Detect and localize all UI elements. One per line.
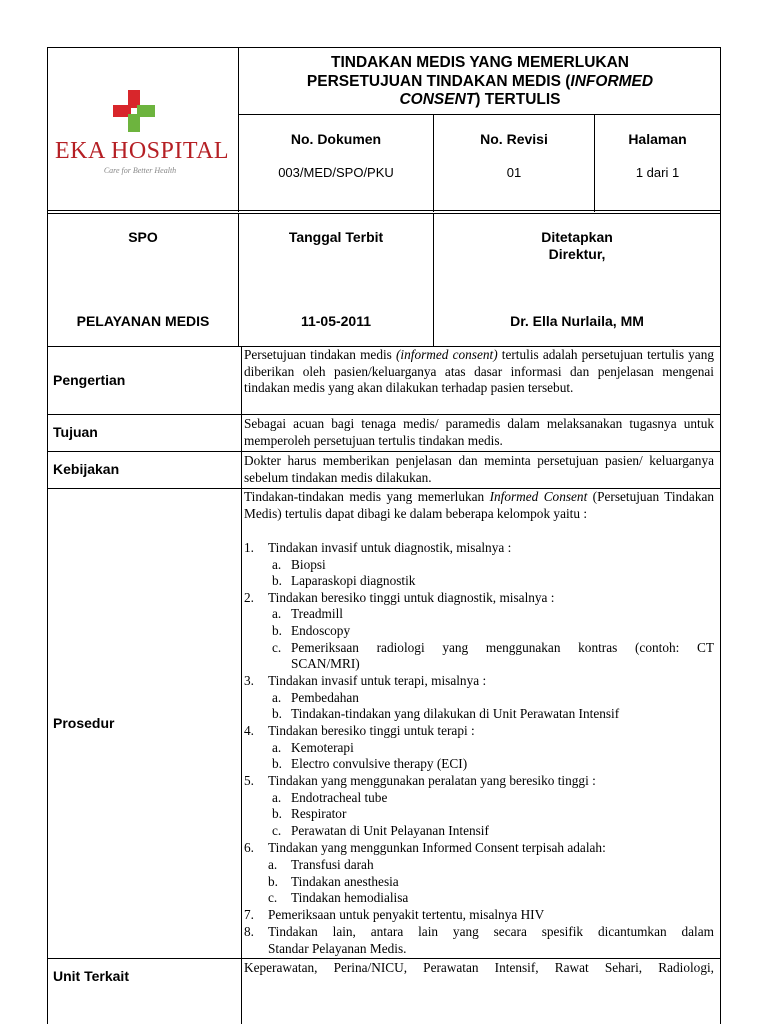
- pengertian-label: Pengertian: [53, 372, 126, 388]
- item-number: 2.: [244, 590, 254, 605]
- sub-marker: b.: [272, 756, 282, 771]
- sub-marker: b.: [272, 623, 282, 638]
- sub-text: Perawatan di Unit Pelayanan Intensif: [291, 823, 489, 838]
- section-line-tujuan: [47, 451, 721, 452]
- sub-text: Transfusi darah: [291, 857, 374, 872]
- prosedur-label: Prosedur: [53, 715, 115, 731]
- item-text: Tindakan invasif untuk diagnostik, misalnya :: [268, 540, 512, 555]
- item-text: Tindakan beresiko tinggi untuk terapi :: [268, 723, 475, 738]
- tujuan-label: Tujuan: [53, 424, 98, 440]
- item-text: Tindakan beresiko tinggi untuk diagnostik, misalnya :: [268, 590, 555, 605]
- prosedur-intro-b: (Persetujuan Tindakan Medis) tertulis dapat dibagi ke dalam beberapa kelompok yaitu :: [244, 489, 715, 521]
- table-border-top: [47, 47, 721, 48]
- title-line-2-italic: INFORMED: [570, 72, 654, 90]
- pengertian-text-a: Persetujuan tindakan medis: [244, 347, 396, 362]
- prosedur-intro-italic: Informed Consent: [489, 489, 588, 504]
- title-line-2: [240, 73, 720, 92]
- table-border-right: [720, 47, 721, 1024]
- pengertian-text-italic: (informed consent): [396, 347, 498, 362]
- header-bottom-line-1: [47, 210, 721, 211]
- sub-text: Biopsi: [291, 557, 326, 572]
- title-line-3-text: ) TERTULIS: [475, 91, 561, 108]
- kebijakan-label: Kebijakan: [53, 461, 120, 477]
- section-line-prosedur: [47, 958, 721, 959]
- doc-no-label: No. Dokumen: [290, 131, 382, 147]
- sub-text: Treadmill: [291, 606, 343, 621]
- medical-cross-icon: [113, 90, 155, 132]
- item-number: 4.: [244, 723, 254, 738]
- sub-marker: b.: [272, 706, 282, 721]
- sub-text-cont: SCAN/MRI): [291, 656, 360, 671]
- sub-marker: a.: [272, 557, 282, 572]
- title-line-1: TINDAKAN MEDIS YANG MEMERLUKAN: [331, 54, 629, 71]
- unit-terkait-label: Unit Terkait: [53, 968, 129, 984]
- hospital-logo: [55, 80, 230, 180]
- item-number: 1.: [244, 540, 254, 555]
- sub-text: Tindakan hemodialisa: [291, 890, 409, 905]
- sub-text: Endoscopy: [291, 623, 351, 638]
- sub-text: Endotracheal tube: [291, 790, 388, 805]
- sub-marker: a.: [272, 690, 282, 705]
- item-text: Tindakan yang menggunkan Informed Consent terpisah adalah:: [268, 840, 606, 855]
- item-text-cont: Standar Pelayanan Medis.: [268, 941, 407, 956]
- item-text: Pemeriksaan untuk penyakit tertentu, misalnya HIV: [268, 907, 545, 922]
- kebijakan-text: Dokter harus memberikan penjelasan dan meminta persetujuan pasien/ keluarganya sebelum tindakan medis dilakukan.: [244, 453, 714, 485]
- sub-marker: b.: [268, 874, 278, 889]
- pengertian-text: [244, 347, 714, 397]
- sub-text: Kemoterapi: [291, 740, 354, 755]
- item-number: 5.: [244, 773, 254, 788]
- sub-marker: a.: [272, 740, 282, 755]
- item-number: 6.: [244, 840, 254, 855]
- header-vsep: [238, 47, 239, 212]
- title-line-3: [240, 91, 720, 110]
- spo-value: PELAYANAN MEDIS: [76, 313, 210, 329]
- document-title: [240, 54, 720, 110]
- item-text: Tindakan yang menggunakan peralatan yang beresiko tinggi :: [268, 773, 596, 788]
- section-vsep: [241, 346, 242, 1024]
- item-text: Tindakan invasif untuk terapi, misalnya :: [268, 673, 487, 688]
- prosedur-intro-a: Tindakan-tindakan medis yang memerlukan: [244, 489, 490, 504]
- item-number: 7.: [244, 907, 254, 922]
- sub-marker: c.: [272, 640, 282, 655]
- page-value: 1 dari 1: [635, 165, 680, 180]
- sub-text: Pembedahan: [291, 690, 359, 705]
- issued-label: Tanggal Terbit: [288, 229, 384, 245]
- spo-label: SPO: [128, 229, 158, 245]
- page-label: Halaman: [628, 131, 687, 147]
- section-line-pengertian: [47, 414, 721, 415]
- doc-revision-sep: [433, 114, 434, 212]
- sub-marker: b.: [272, 573, 282, 588]
- sub-text: Electro convulsive therapy (ECI): [291, 756, 468, 771]
- sub-marker: c.: [268, 890, 278, 905]
- title-bottom-line: [238, 114, 721, 115]
- sub-text: Pemeriksaan radiologi yang menggunakan kontras (contoh: CT: [291, 640, 714, 655]
- logo-tagline: Care for Better Health: [103, 166, 177, 175]
- revision-value: 01: [506, 165, 522, 180]
- title-line-3-italic: CONSENT: [399, 91, 476, 108]
- sub-marker: c.: [272, 823, 282, 838]
- tujuan-text: Sebagai acuan bagi tenaga medis/ paramedis dalam melaksanakan tugasnya untuk memperoleh persetujuan tertulis tindakan medis.: [244, 416, 714, 448]
- sub-text: Tindakan anesthesia: [291, 874, 399, 889]
- item-number: 3.: [244, 673, 254, 688]
- approved-label-1: Ditetapkan: [541, 229, 613, 245]
- sub-text: Laparaskopi diagnostik: [291, 573, 416, 588]
- item-text: Tindakan lain, antara lain yang secara spesifik dicantumkan dalam: [268, 924, 714, 939]
- revision-page-sep: [594, 114, 595, 212]
- title-line-2-text: PERSETUJUAN TINDAKAN MEDIS (: [306, 72, 571, 90]
- approved-label-2: Direktur,: [548, 246, 606, 262]
- unit-terkait-text: Keperawatan, Perina/NICU, Perawatan Intensif, Rawat Sehari, Radiologi,: [244, 960, 714, 975]
- pengertian-text-b: tertulis adalah persetujuan tertulis yang diberikan oleh pasien/keluarganya atas dasar informasi dan penjelasan mengenai tindakan medis yang akan dilakukan terhadap pasien tersebut.: [244, 347, 714, 396]
- item-number: 8.: [244, 924, 254, 939]
- header-bottom-line-2: [47, 213, 721, 214]
- prosedur-intro: [244, 489, 714, 522]
- approved-value: Dr. Ella Nurlaila, MM: [510, 313, 644, 329]
- issued-value: 11-05-2011: [300, 313, 372, 329]
- doc-no-value: 003/MED/SPO/PKU: [278, 165, 394, 180]
- sub-marker: a.: [268, 857, 278, 872]
- sub-text: Tindakan-tindakan yang dilakukan di Unit Perawatan Intensif: [291, 706, 620, 721]
- sub-text: Respirator: [291, 806, 347, 821]
- sub-marker: b.: [272, 806, 282, 821]
- sub-marker: a.: [272, 606, 282, 621]
- revision-label: No. Revisi: [480, 131, 548, 147]
- logo-brand-text: EKA HOSPITAL: [55, 138, 230, 164]
- table-border-left: [47, 47, 48, 1024]
- sub-marker: a.: [272, 790, 282, 805]
